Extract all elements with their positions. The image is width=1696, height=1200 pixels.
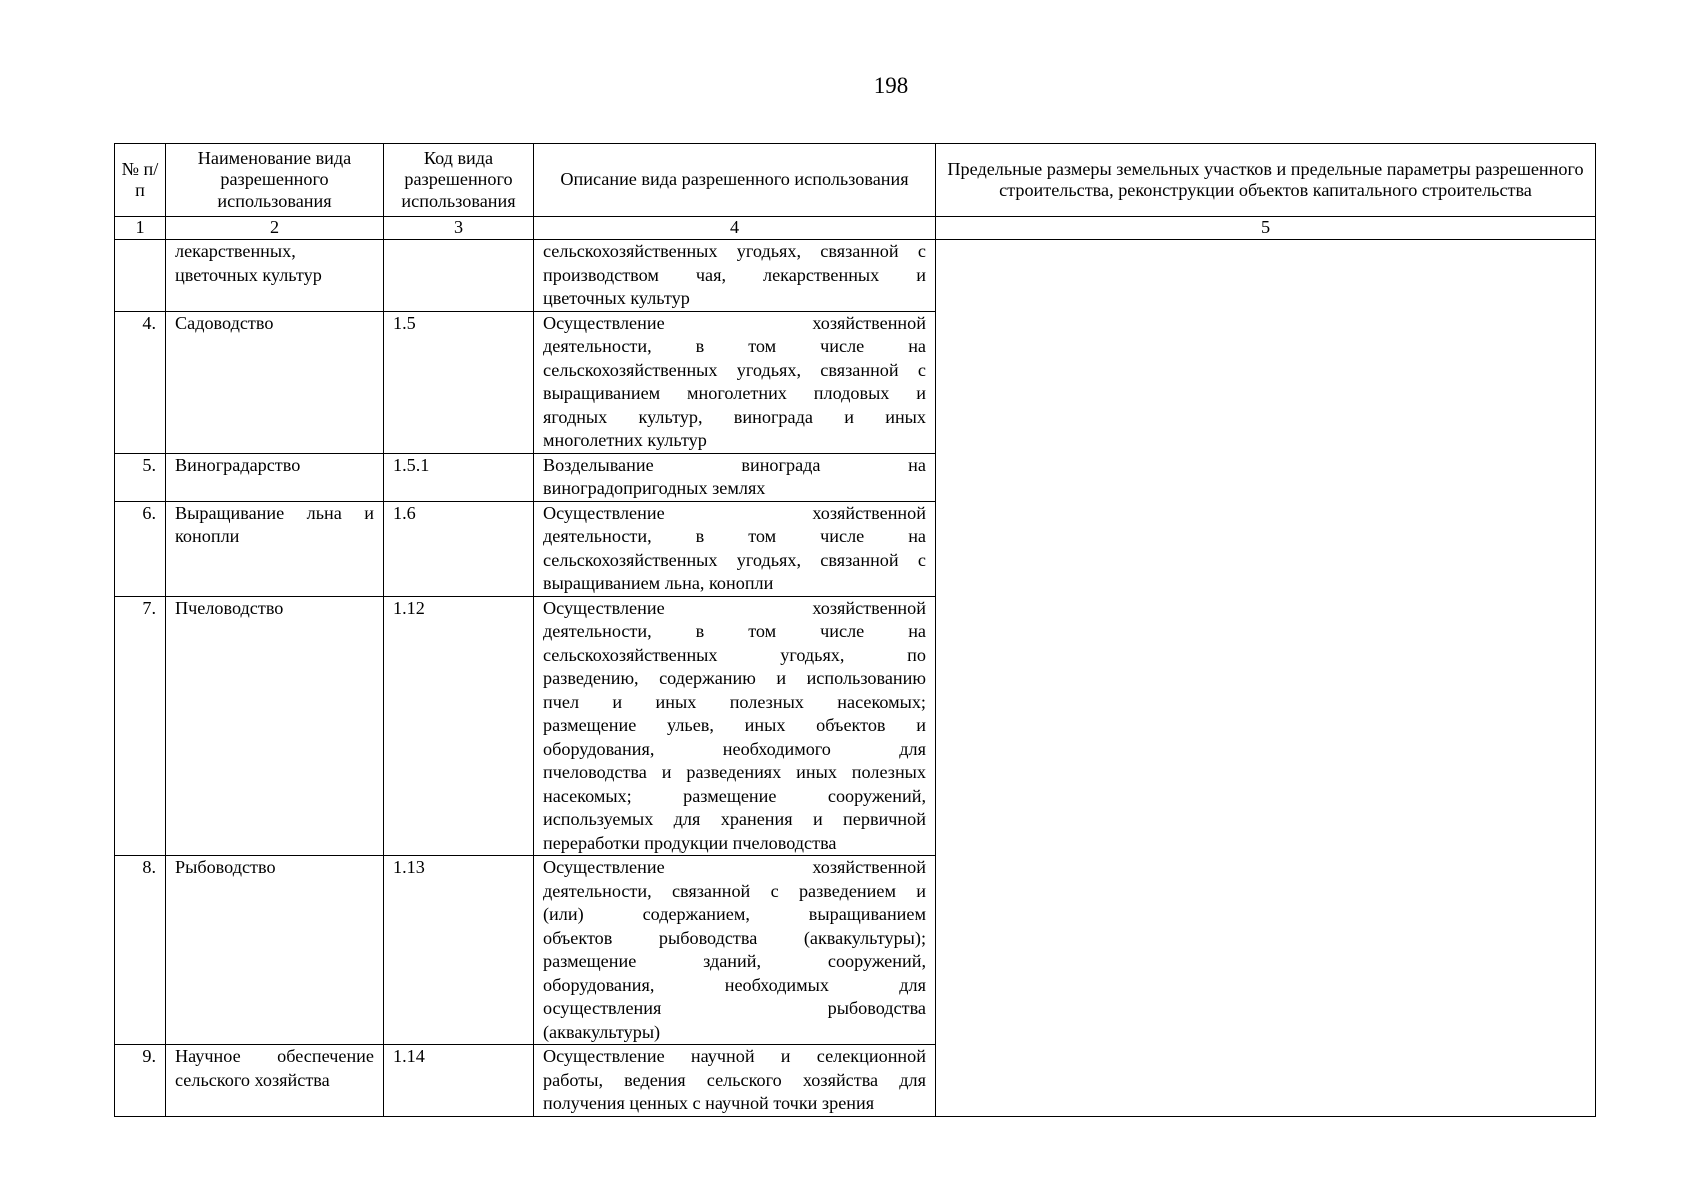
description-line: размещение ульев, иных объектов и bbox=[543, 715, 926, 735]
use-code bbox=[384, 240, 534, 312]
use-description bbox=[534, 240, 936, 312]
use-name: Пчеловодство bbox=[166, 596, 384, 856]
header-number: № п/п bbox=[115, 144, 166, 217]
description-line: многолетних культур bbox=[543, 430, 707, 450]
description-line: разведению, содержанию и использованию bbox=[543, 668, 926, 688]
description-line: цветочных культур bbox=[543, 288, 690, 308]
description-line: выращиванием льна, конопли bbox=[543, 573, 774, 593]
row-number bbox=[115, 240, 166, 312]
header-use-name: Наименование вида разрешенного использования bbox=[166, 144, 384, 217]
row-number: 6. bbox=[115, 501, 166, 596]
description-line: Осуществление научной и селекционной bbox=[543, 1046, 926, 1066]
use-description bbox=[534, 311, 936, 453]
description-line: сельскохозяйственных угодьях, связанной с bbox=[543, 549, 926, 570]
description-line: производством чая, лекарственных и bbox=[543, 264, 926, 285]
description-line: переработки продукции пчеловодства bbox=[543, 832, 837, 853]
description-line: получения ценных с научной точки зрения bbox=[543, 1093, 875, 1113]
description-line: ягодных культур, винограда и иных bbox=[543, 406, 926, 427]
description-line: виноградопригодных землях bbox=[543, 478, 766, 498]
description-line: работы, ведения сельского хозяйства для bbox=[543, 1069, 926, 1090]
use-code: 1.12 bbox=[384, 596, 534, 856]
description-line: оборудования, необходимых для bbox=[543, 974, 926, 995]
land-use-table bbox=[114, 143, 1596, 1117]
description-line: деятельности, в том числе на bbox=[543, 621, 926, 641]
description-line: деятельности, в том числе на bbox=[543, 336, 926, 356]
header-use-code: Код вида разрешенного использования bbox=[384, 144, 534, 217]
column-number: 2 bbox=[166, 217, 384, 240]
description-line: (или) содержанием, выращиванием bbox=[543, 904, 926, 924]
description-line: пчеловодства и разведениях иных полезных bbox=[543, 762, 926, 782]
row-number: 5. bbox=[115, 453, 166, 501]
description-line: Осуществление хозяйственной bbox=[543, 312, 926, 333]
use-description bbox=[534, 453, 936, 501]
column-number: 4 bbox=[534, 217, 936, 240]
row-number: 9. bbox=[115, 1045, 166, 1117]
use-code: 1.6 bbox=[384, 501, 534, 596]
table-header-row bbox=[115, 144, 1596, 217]
use-description bbox=[534, 596, 936, 856]
use-description bbox=[534, 856, 936, 1045]
use-name: Выращивание льна и конопли bbox=[166, 501, 384, 596]
column-number-row bbox=[115, 217, 1596, 240]
use-name: Виноградарство bbox=[166, 453, 384, 501]
column-number: 5 bbox=[936, 217, 1596, 240]
description-line: пчел и иных полезных насекомых; bbox=[543, 691, 926, 712]
use-code: 1.13 bbox=[384, 856, 534, 1045]
use-name: Научное обеспечение сельского хозяйства bbox=[166, 1045, 384, 1117]
use-description bbox=[534, 501, 936, 596]
use-code: 1.14 bbox=[384, 1045, 534, 1117]
use-name: Садоводство bbox=[166, 311, 384, 453]
row-number: 7. bbox=[115, 596, 166, 856]
header-limits: Предельные размеры земельных участков и предельные параметры разрешенного строительства, реконструкции объектов капитального строительства bbox=[936, 144, 1596, 217]
column-number: 1 bbox=[115, 217, 166, 240]
use-name: лекарственных, цветочных культур bbox=[166, 240, 384, 312]
description-line: размещение зданий, сооружений, bbox=[543, 951, 926, 971]
column-number: 3 bbox=[384, 217, 534, 240]
description-line: деятельности, связанной с разведением и bbox=[543, 880, 926, 901]
row-number: 4. bbox=[115, 311, 166, 453]
description-line: объектов рыбоводства (аквакультуры); bbox=[543, 927, 926, 948]
page-number: 198 bbox=[873, 73, 909, 98]
use-name: Рыбоводство bbox=[166, 856, 384, 1045]
table-row bbox=[115, 240, 1596, 312]
description-line: выращиванием многолетних плодовых и bbox=[543, 383, 926, 403]
limits-cell bbox=[936, 240, 1596, 1117]
use-code: 1.5.1 bbox=[384, 453, 534, 501]
description-line: оборудования, необходимого для bbox=[543, 738, 926, 759]
description-line: насекомых; размещение сооружений, bbox=[543, 785, 926, 806]
use-code: 1.5 bbox=[384, 311, 534, 453]
description-line: Возделывание винограда на bbox=[543, 454, 926, 475]
description-line: Осуществление хозяйственной bbox=[543, 597, 926, 618]
description-line: осуществления рыбоводства bbox=[543, 998, 926, 1018]
description-line: сельскохозяйственных угодьях, связанной с bbox=[543, 359, 926, 380]
description-line: Осуществление хозяйственной bbox=[543, 502, 926, 523]
description-line: используемых для хранения и первичной bbox=[543, 809, 926, 829]
description-line: сельскохозяйственных угодьях, связанной с bbox=[543, 241, 926, 261]
description-line: деятельности, в том числе на bbox=[543, 526, 926, 546]
use-description bbox=[534, 1045, 936, 1117]
table-body bbox=[115, 240, 1596, 1117]
header-use-description: Описание вида разрешенного использования bbox=[534, 144, 936, 217]
description-line: Осуществление хозяйственной bbox=[543, 857, 926, 877]
description-line: (аквакультуры) bbox=[543, 1021, 661, 1042]
description-line: сельскохозяйственных угодьях, по bbox=[543, 644, 926, 665]
row-number: 8. bbox=[115, 856, 166, 1045]
